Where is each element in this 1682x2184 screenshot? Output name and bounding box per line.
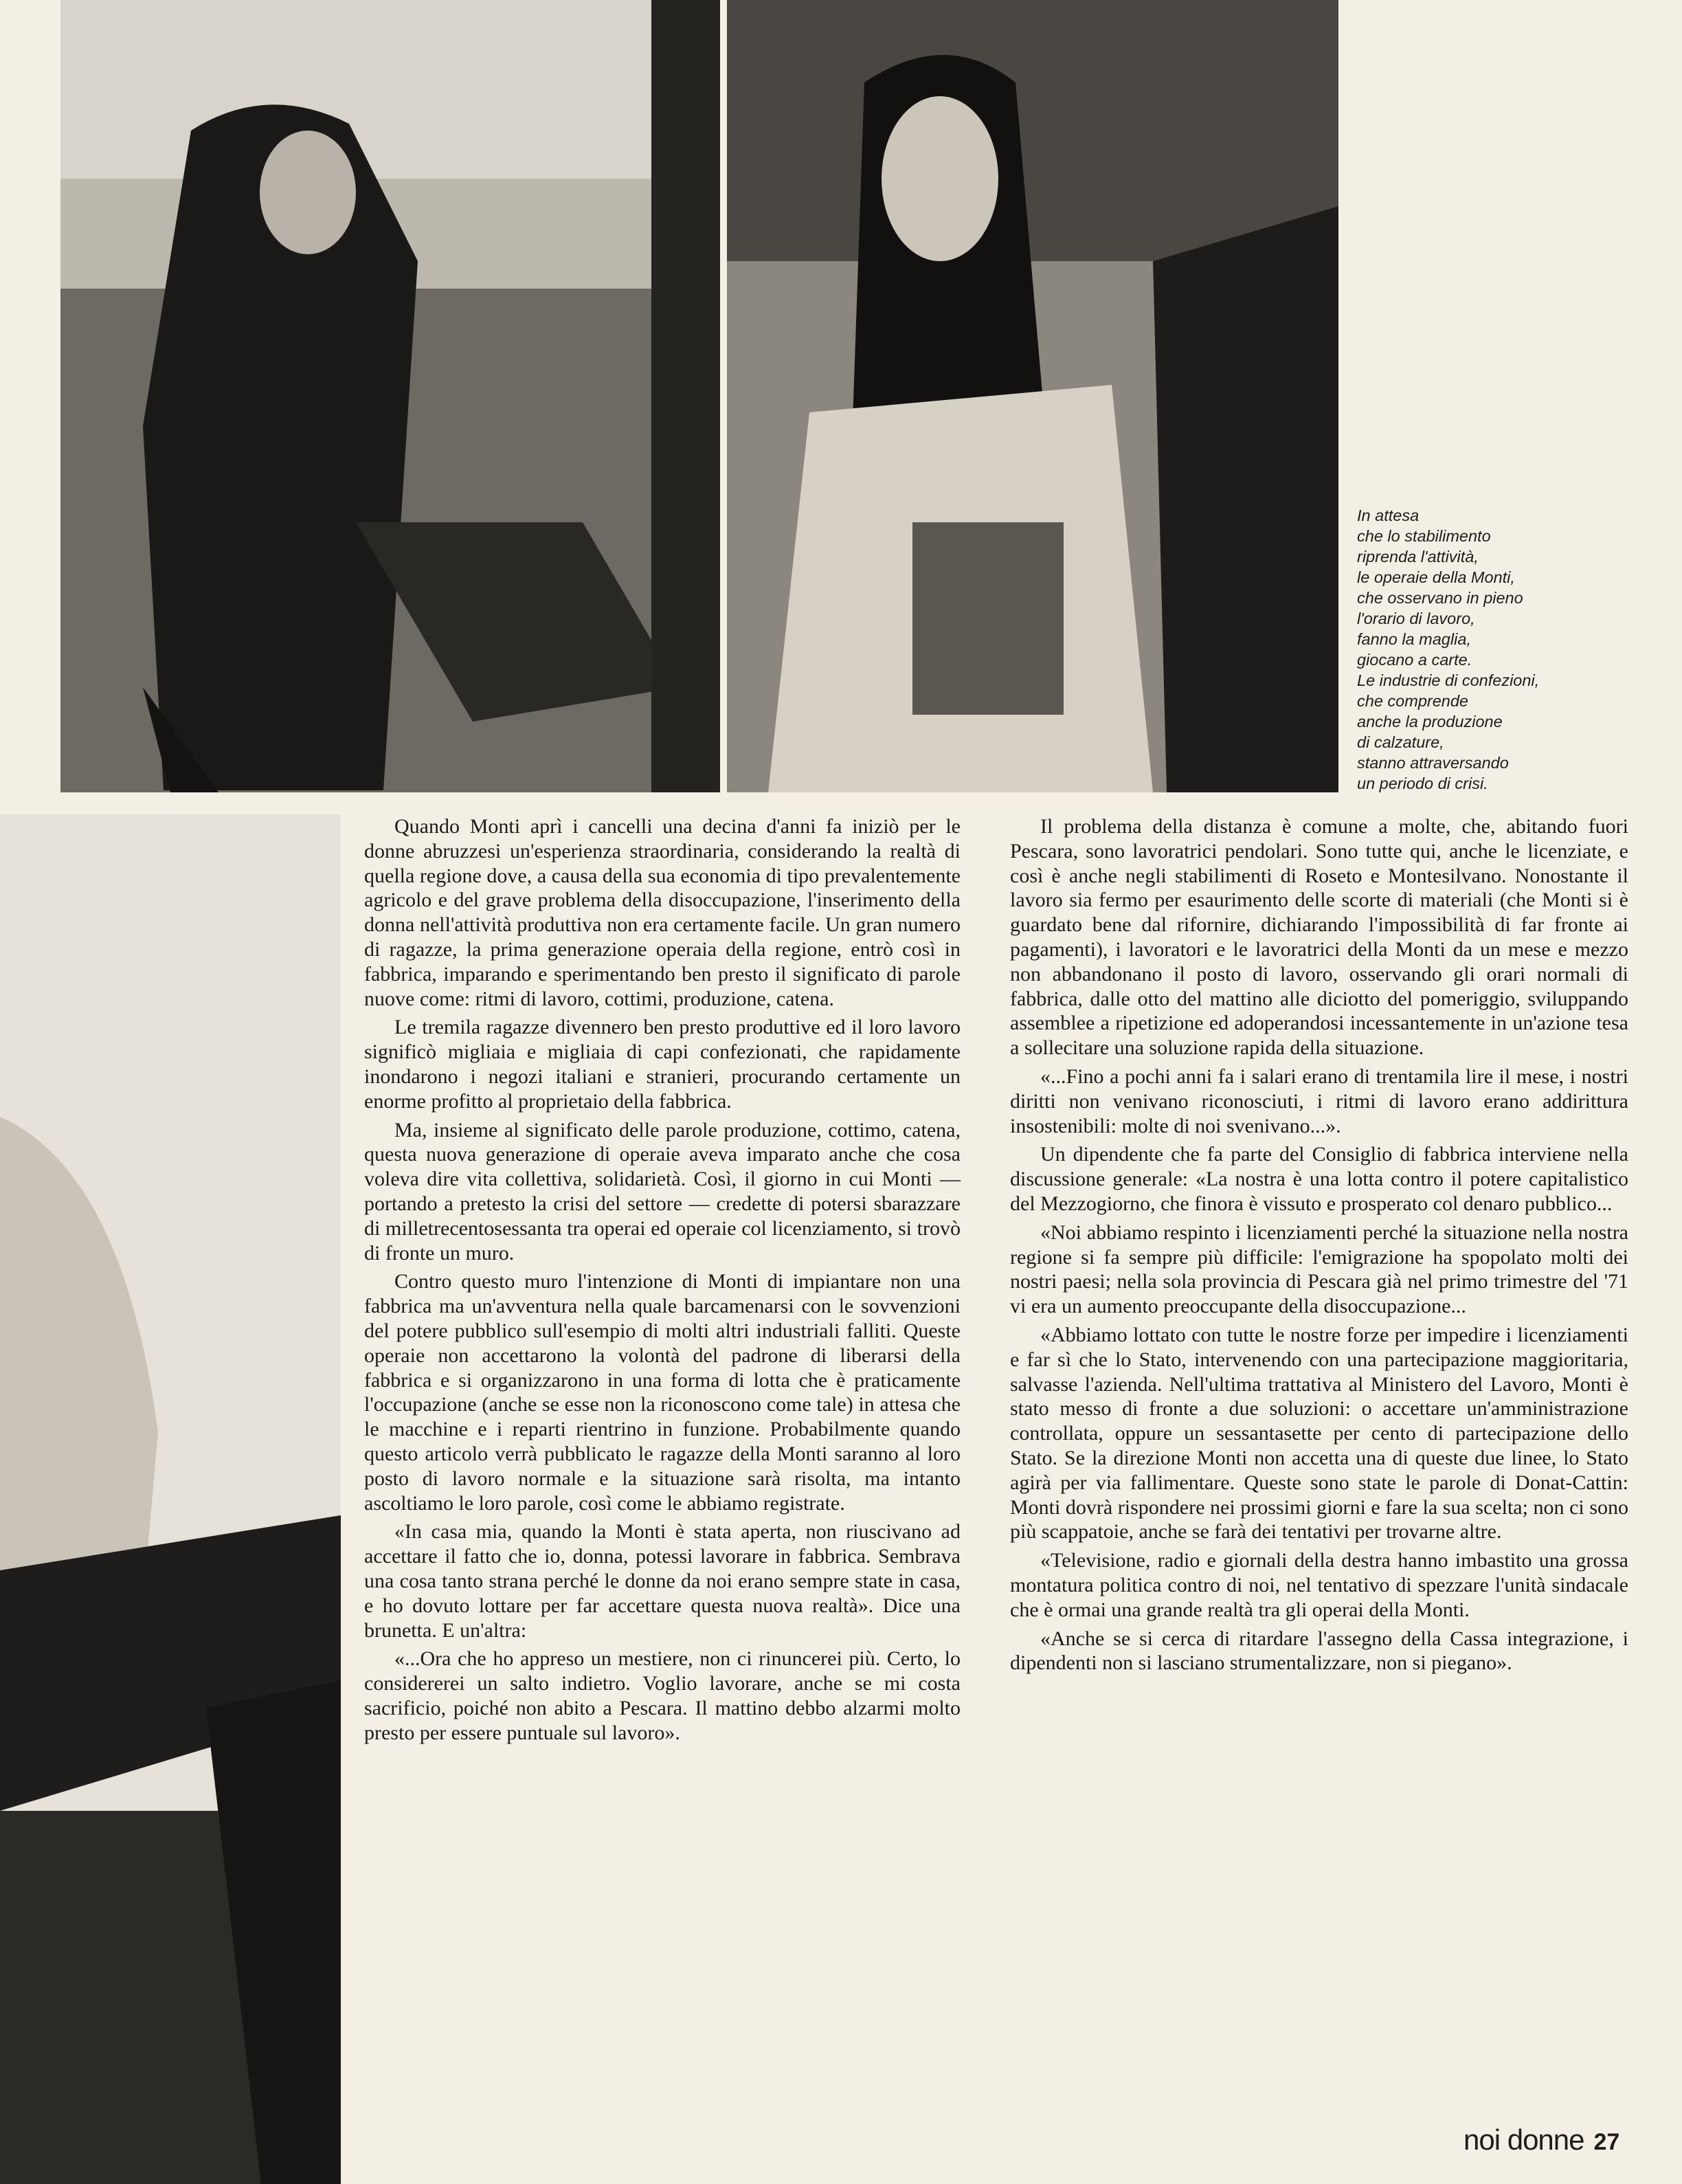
caption-line: un periodo di crisi. (1357, 775, 1488, 792)
photo-worker-knitting-image (60, 0, 720, 792)
photo-worker-seated-image (727, 0, 1338, 792)
caption-line: fanno la maglia, (1357, 630, 1471, 648)
photo-table-detail (0, 814, 341, 2184)
caption-line: l'orario di lavoro, (1357, 610, 1475, 627)
caption-line: che lo stabilimento (1357, 527, 1491, 545)
page-number: 27 (1593, 2129, 1620, 2155)
article-paragraph: «Anche se si cerca di ritardare l'assegno della Cassa integrazione, i dipendenti non si lasciano strumentalizzare, non si piegano». (1010, 1627, 1628, 1675)
article-paragraph: «Noi abbiamo respinto i licenziamenti perché la situazione nella nostra regione si fa sempre più difficile: l'emigrazione ha spopolato molti dei nostri paesi; nella sola provincia di Pescara già nel primo trimestre del '71 vi era un aumento preoccupante della disoccupazione... (1010, 1221, 1628, 1318)
photo-table-detail-image (0, 814, 341, 2184)
caption-line: giocano a carte. (1357, 651, 1472, 669)
caption-line: che osservano in pieno (1357, 589, 1523, 607)
magazine-name: noi donne (1464, 2124, 1584, 2156)
caption-line: di calzature, (1357, 733, 1444, 751)
article-paragraph: «Televisione, radio e giornali della destra hanno imbastito una grossa montatura politica contro di noi, nel tentativo di spezzare l'unità sindacale che è ormai una grande realtà tra gli operai della Monti. (1010, 1549, 1628, 1621)
article-paragraph: «Abbiamo lottato con tutte le nostre forze per impedire i licenziamenti e far sì che lo Stato, intervenendo con una partecipazione maggioritaria, salvasse l'azienda. Nell'ultima trattativa al Ministero del Lavoro, Monti è stato messo di fronte a due soluzioni: o accettare un'amministrazione controllata, oppure un sessantasette per cento di partecipazione dello Stato. Se la direzione Monti non accetta una di queste due linee, lo Stato agirà per via fallimentare. Queste sono state le parole di Donat-Cattin: Monti dovrà rispondere nei prossimi giorni e fare la sua scelta; non ci sono più scappatoie, anche se farà dei tentativi per trovarne altre. (1010, 1323, 1628, 1544)
article-paragraph: Contro questo muro l'intenzione di Monti di impiantare non una fabbrica ma un'avventura nella quale barcamenarsi con le sovvenzioni del potere pubblico sull'esempio di molti altri industriali falliti. Queste operaie non accettarono la volontà del padrone di liberarsi della fabbrica e si organizzarono in una forma di lotta che è praticamente l'occupazione (anche se esse non la riconoscono come tale) in attesa che le macchine e i reparti rientrino in funzione. Probabilmente quando questo articolo verrà pubblicato le ragazze della Monti saranno al loro posto di lavoro normale e la situazione sarà risolta, ma intanto ascoltiamo le loro parole, così come le abbiamo registrate. (364, 1270, 961, 1515)
caption-line: che comprende (1357, 692, 1468, 710)
caption-line: le operaie della Monti, (1357, 568, 1515, 586)
article-paragraph: Quando Monti aprì i cancelli una decina d'anni fa iniziò per le donne abruzzesi un'esperienza straordinaria, considerando la realtà di quella regione dove, a causa della sua economia di tipo prevalentemente agricolo e del grave problema della disoccupazione, l'inserimento della donna nell'attività produttiva non era certamente facile. Un gran numero di ragazze, la prima generazione operaia della regione, entrò così in fabbrica, imparando e sperimentando ben presto il significato di parole nuove come: ritmi di lavoro, cottimi, produzione, catena. (364, 815, 961, 1010)
photo-worker-knitting (60, 0, 720, 792)
article-paragraph: «In casa mia, quando la Monti è stata aperta, non riuscivano ad accettare il fatto che io, donna, potessi lavorare in fabbrica. Sembrava una cosa tanto strana perché le donne da noi erano sempre state in casa, e ho dovuto lottare per far accettare questa nuova realtà». Dice una brunetta. E un'altra: (364, 1520, 961, 1642)
article-paragraph: Ma, insieme al significato delle parole produzione, cottimo, catena, questa nuova generazione di operaie aveva imparato anche che cosa voleva dire vita collettiva, solidarietà. Così, il giorno in cui Monti — portando a pretesto la crisi del settore — credette di potersi sbarazzare di milletrecentosessanta tra operai ed operaie col licenziamento, si trovò di fronte un muro. (364, 1118, 961, 1264)
page-footer (1464, 2124, 1619, 2157)
caption-line: In attesa (1357, 506, 1420, 524)
article-column-1 (364, 814, 961, 1745)
caption-line: stanno attraversando (1357, 754, 1509, 772)
caption-line: anche la produzione (1357, 713, 1503, 731)
caption-line: Le industrie di confezioni, (1357, 671, 1540, 689)
photo-caption (1357, 505, 1632, 794)
article-paragraph: Il problema della distanza è comune a molte, che, abitando fuori Pescara, sono lavoratrici pendolari. Sono tutte qui, anche le licenziate, e così è anche negli stabilimenti di Roseto e Montesilvano. Nonostante il lavoro sia fermo per esaurimento delle scorte di materiali (che Monti si è guardato bene dal rifornire, dichiarando l'impossibilità di far fronte ai pagamenti), i lavoratori e le lavoratrici della Monti da un mese e mezzo non abbandonano il posto di lavoro, osservando gli orari normali di fabbrica, dalle otto del mattino alle diciotto del pomeriggio, sviluppando assemblee a ripetizione ed adoperandosi incessantemente in un'azione tesa a sollecitare una soluzione rapida della situazione. (1010, 815, 1628, 1060)
article-paragraph: «...Fino a pochi anni fa i salari erano di trentamila lire il mese, i nostri diritti non venivano riconosciuti, i ritmi di lavoro erano addirittura insostenibili: molte di noi svenivano...». (1010, 1065, 1628, 1137)
caption-line: riprenda l'attività, (1357, 548, 1479, 566)
photo-worker-seated (727, 0, 1338, 792)
article-column-2 (1010, 814, 1628, 1675)
article-paragraph: Le tremila ragazze divennero ben presto produttive ed il loro lavoro significò migliaia e migliaia di capi confezionati, che rapidamente inondarono i negozi italiani e stranieri, procurando certamente un enorme profitto al proprietaio della fabbrica. (364, 1016, 961, 1113)
article-paragraph: Un dipendente che fa parte del Consiglio di fabbrica interviene nella discussione generale: «La nostra è una lotta contro il potere capitalistico del Mezzogiorno, che finora è vissuto e prosperato col denaro pubblico... (1010, 1143, 1628, 1215)
article-paragraph: «...Ora che ho appreso un mestiere, non ci rinuncerei più. Certo, lo considererei un salto indietro. Voglio lavorare, anche se mi costa sacrificio, poiché non abito a Pescara. Il mattino debbo alzarmi molto presto per essere puntuale sul lavoro». (364, 1647, 961, 1744)
